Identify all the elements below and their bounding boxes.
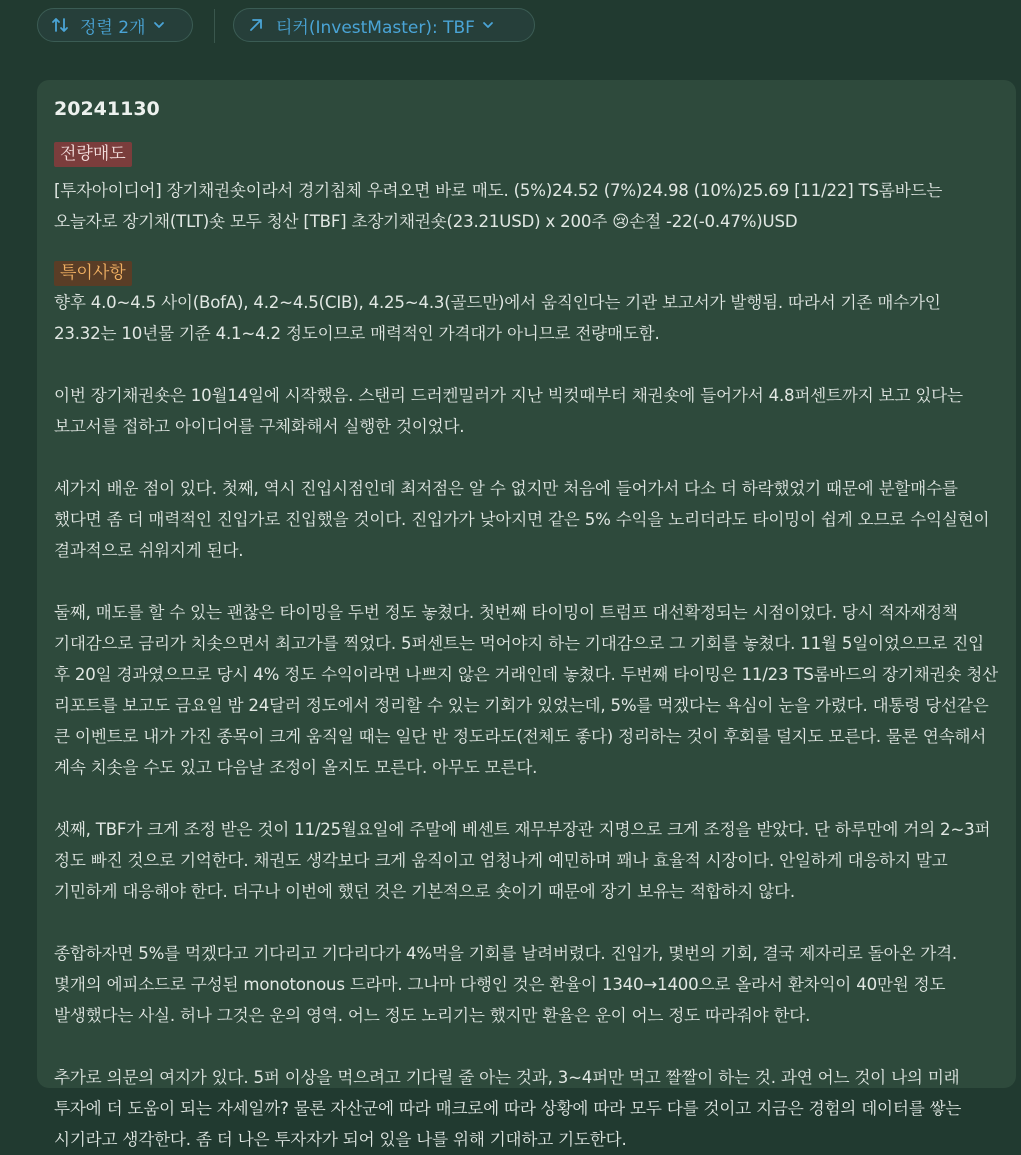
special-notes-tag: 특이사항 — [54, 261, 132, 286]
note-paragraph: 향후 4.0~4.5 사이(BofA), 4.2~4.5(CIB), 4.25~4.3(골드만)에서 움직인다는 기관 보고서가 발행됨. 따라서 기존 매수가인 23.32는 10년물 기준 4.1~4.2 정도이므로 매력적인 가격대가 아니므로 전량매도함. — [54, 293, 941, 343]
chevron-down-icon — [481, 18, 495, 32]
idea-text: [투자아이디어] 장기채권숏이라서 경기침체 우려오면 바로 매도. (5%)24.52 (7%)24.98 (10%)25.69 [11/22] TS롬바드는 오늘자로 장기채(TLT)숏 모두 청산 [TBF] 초장기채권숏(23.21USD) x 200주 😢손절 -22(-0.47%)USD — [54, 181, 943, 231]
chevron-down-icon — [152, 18, 166, 32]
toolbar — [0, 0, 1021, 52]
journal-entry-card[interactable] — [37, 80, 1016, 1149]
sort-arrows-icon — [50, 15, 70, 35]
entry-date: 20241130 — [54, 98, 160, 120]
ticker-label: 티커(InvestMaster): TBF — [276, 17, 475, 38]
sort-label: 정렬 2개 — [80, 17, 146, 38]
ticker-filter-button[interactable] — [233, 8, 535, 42]
note-paragraph: 셋째, TBF가 크게 조정 받은 것이 11/25월요일에 주말에 베센트 재무부장관 지명으로 크게 조정을 받았다. 단 하루만에 거의 2~3퍼 정도 빠진 것으로 기억한다. 채권도 생각보다 크게 움직이고 엄청나게 예민하며 꽤나 효율적 시장이다. 안일하게 대응하지 말고 기민하게 대응해야 한다. 더구나 이번에 했던 것은 기본적으로 숏이기 때문에 장기 보유는 적합하지 않다. — [54, 820, 991, 901]
note-paragraph: 둘째, 매도를 할 수 있는 괜찮은 타이밍을 두번 정도 놓쳤다. 첫번째 타이밍이 트럼프 대선확정되는 시점이었다. 당시 적자재정책 기대감으로 금리가 치솟으면서 최고가를 찍었다. 5퍼센트는 먹어야지 하는 기대감으로 그 기회를 놓쳤다. 11월 5일이었으므로 진입 후 20일 경과였으므로 당시 4% 정도 수익이라면 나쁘지 않은 거래인데 놓쳤다. 두번째 타이밍은 11/23 TS롬바드의 장기채권숏 청산 리포트를 보고도 금요일 밤 24달러 정도에서 정리할 수 있는 기회가 있었는데, 5%를 먹겠다는 욕심이 눈을 가렸다. 대통령 당선같은 큰 이벤트로 내가 가진 종목이 크게 움직일 때는 일단 반 정도라도(전체도 좋다) 정리하는 것이 후회를 덜지도 모른다. 물론 연속해서 계속 치솟을 수도 있고 다음날 조정이 올지도 모른다. 아무도 모른다. — [54, 603, 998, 777]
notes-body — [54, 287, 999, 1155]
note-paragraph: 세가지 배운 점이 있다. 첫째, 역시 진입시점인데 최저점은 알 수 없지만 처음에 들어가서 다소 더 하락했었기 때문에 분할매수를 했다면 좀 더 매력적인 진입가로 진입했을 것이다. 진입가가 낮아지면 같은 5% 수익을 노리더라도 타이밍이 쉽게 오므로 수익실현이 결과적으로 쉬워지게 된다. — [54, 479, 990, 560]
arrow-up-right-icon — [246, 15, 266, 35]
toolbar-divider — [214, 9, 215, 43]
note-paragraph: 이번 장기채권숏은 10월14일에 시작했음. 스탠리 드러켄밀러가 지난 빅컷때부터 채권숏에 들어가서 4.8퍼센트까지 보고 있다는 보고서를 접하고 아이디어를 구체화해서 실행한 것이었다. — [54, 386, 963, 436]
note-paragraph: 종합하자면 5%를 먹겠다고 기다리고 기다리다가 4%먹을 기회를 날려버렸다. 진입가, 몇번의 기회, 결국 제자리로 돌아온 가격. 몇개의 에피소드로 구성된 monotonous 드라마. 그나마 다행인 것은 환율이 1340→1400으로 올라서 환차익이 40만원 정도 발생했다는 사실. 허나 그것은 운의 영역. 어느 정도 노리기는 했지만 환율은 운이 어느 정도 따라줘야 한다. — [54, 944, 958, 1025]
sort-button[interactable] — [37, 8, 193, 42]
sell-all-tag: 전량매도 — [54, 142, 132, 167]
note-paragraph: 추가로 의문의 여지가 있다. 5퍼 이상을 먹으려고 기다릴 줄 아는 것과, 3~4퍼만 먹고 짤짤이 하는 것. 과연 어느 것이 나의 미래 투자에 더 도움이 되는 자세일까? 물론 자산군에 따라 매크로에 따라 상황에 따라 모두 다를 것이고 지금은 경험의 데이터를 쌓는 시기라고 생각한다. 좀 더 나은 투자자가 되어 있을 나를 위해 기대하고 기도한다. — [54, 1068, 962, 1149]
